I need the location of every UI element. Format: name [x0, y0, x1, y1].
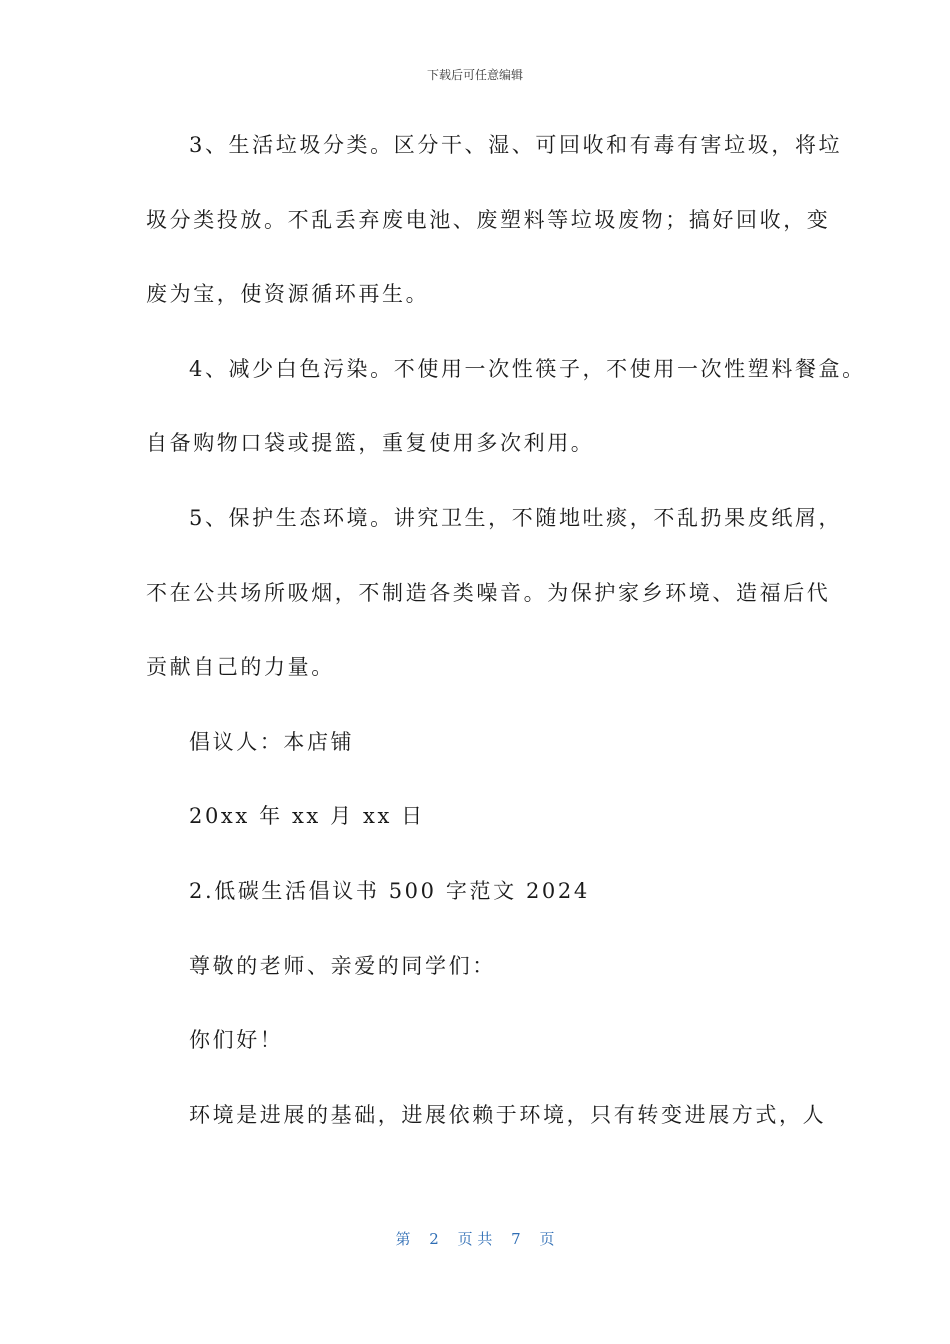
signature-line: 倡议人：本店铺 [189, 729, 355, 754]
salutation-line: 尊敬的老师、亲爱的同学们： [189, 953, 496, 978]
footer-suffix: 页 [539, 1230, 555, 1248]
paragraph-line: 5、保护生态环境。讲究卫生，不随地吐痰，不乱扔果皮纸屑， [189, 505, 843, 530]
paragraph-line: 贡献自己的力量。 [146, 655, 335, 680]
paragraph-line: 废为宝，使资源循环再生。 [146, 282, 430, 307]
paragraph-line: 3、生活垃圾分类。区分干、湿、可回收和有毒有害垃圾，将垃 [189, 133, 843, 157]
paragraph-line: 自备购物口袋或提篮，重复使用多次利用。 [146, 431, 595, 456]
page-header-note: 下载后可任意编辑 [426, 68, 523, 82]
page-footer [0, 1228, 950, 1249]
footer-prefix: 第 [395, 1230, 411, 1248]
footer-total-pages: 7 [511, 1230, 521, 1248]
paragraph-line: 环境是进展的基础，进展依赖于环境，只有转变进展方式，人 [189, 1102, 827, 1127]
date-line: 20xx 年 xx 月 xx 日 [189, 804, 425, 829]
paragraph-line: 圾分类投放。不乱丢弃废电池、废塑料等垃圾废物；搞好回收，变 [146, 207, 831, 232]
footer-current-page: 2 [429, 1230, 439, 1248]
footer-middle: 页 共 [457, 1230, 493, 1248]
document-body [146, 127, 866, 1171]
section-title: 2.低碳生活倡议书 500 字范文 2024 [189, 878, 590, 903]
greeting-line: 你们好！ [189, 1028, 284, 1053]
paragraph-line: 4、减少白色污染。不使用一次性筷子，不使用一次性塑料餐盒。 [189, 356, 866, 381]
paragraph-line: 不在公共场所吸烟，不制造各类噪音。为保护家乡环境、造福后代 [146, 580, 831, 605]
